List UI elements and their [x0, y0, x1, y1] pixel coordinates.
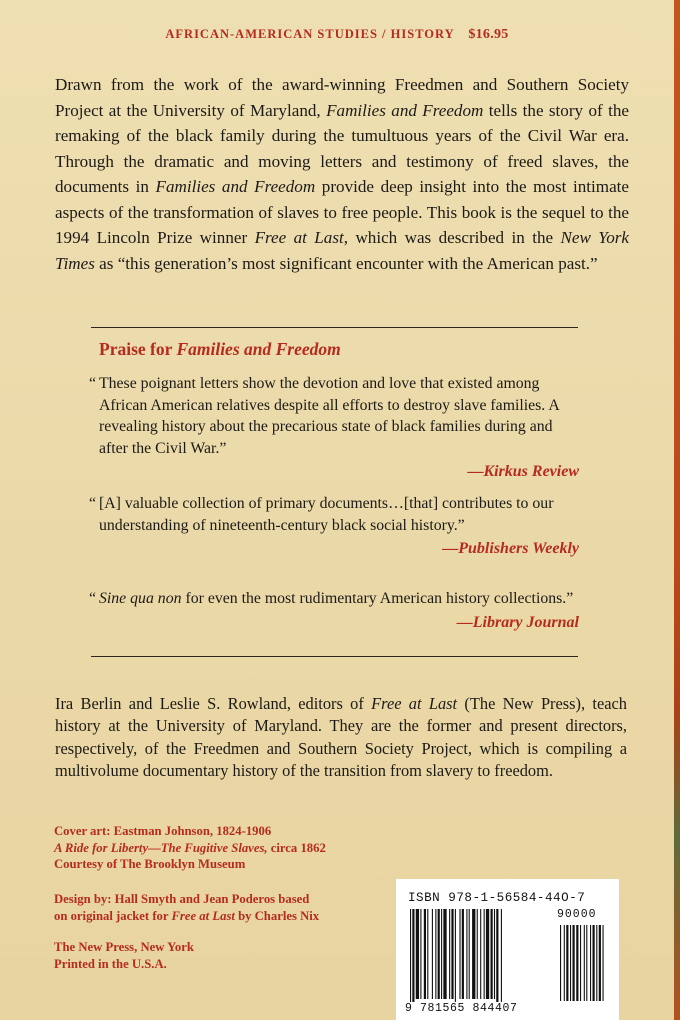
book-title: Families and Freedom: [326, 100, 484, 120]
summary-text: Drawn from the work of the award-winning Freedmen and Southern Society Project at the University of Maryland,: [55, 75, 629, 120]
barcode-bar: [455, 909, 456, 1005]
barcode-bar: [420, 909, 421, 999]
barcode-bar: [570, 925, 571, 1001]
open-quote-mark: “: [89, 590, 97, 607]
price-addon-digits: 90000: [557, 908, 597, 921]
spine-edge-artwork: [674, 0, 680, 1020]
barcode-bar: [486, 909, 489, 999]
barcode-bar: [424, 909, 426, 999]
barcode-bar: [496, 909, 498, 1005]
barcode-bar: [576, 925, 578, 1001]
isbn-barcode: [396, 879, 619, 1020]
printed-in: Printed in the U.S.A.: [54, 956, 167, 971]
painting-title: A Ride for Liberty—The Fugitive Slaves,: [54, 840, 268, 855]
barcode-bar: [451, 909, 453, 999]
barcode-bar: [416, 909, 419, 999]
review-quote: [89, 588, 579, 633]
category-label: AFRICAN-AMERICAN STUDIES / HISTORY: [165, 27, 455, 41]
barcode-bar: [459, 909, 460, 999]
design-credit: Design by: Hall Smyth and Jean Poderos based on original jacket for Free at Last by Charles Nix: [54, 892, 320, 923]
barcode-bar: [566, 925, 568, 1001]
publisher-credit: [54, 939, 384, 972]
barcode-bar: [593, 925, 595, 1001]
price: $16.95: [468, 27, 509, 42]
open-quote-mark: “: [89, 495, 97, 512]
barcode-bar: [501, 909, 502, 1005]
quote-source: —Kirkus Review: [467, 463, 579, 480]
barcode-bar: [494, 909, 495, 999]
barcode-bar: [484, 909, 485, 999]
book-summary: [55, 72, 629, 276]
barcode-bar: [469, 909, 470, 999]
summary-text: as “this generation’s most significant encounter with the American past.”: [94, 253, 598, 273]
summary-text: provide deep insight into the most intimate aspects of the transformation of slaves to free people. This book is the sequel to the 1994 Lincoln Prize winner: [55, 177, 629, 247]
barcode-bar: [586, 925, 587, 1001]
cover-art-credit: Cover art: Eastman Johnson, 1824-1906 A Ride for Liberty—The Fugitive Slaves, circa 1862 Courtesy of The Brooklyn Museum: [54, 824, 326, 871]
praise-heading: Praise for Families and Freedom: [99, 339, 341, 359]
divider-bottom: [91, 656, 578, 657]
quote-italic: Sine qua non: [99, 590, 182, 607]
category-header: [0, 27, 674, 43]
barcode-bar: [560, 925, 561, 1001]
barcode-bars: [396, 879, 619, 1020]
isbn-number: ISBN 978-1-56584-44O-7: [408, 891, 586, 905]
barcode-bar: [477, 909, 478, 999]
barcode-bar: [573, 925, 575, 1001]
quote-source: —Library Journal: [456, 613, 579, 631]
book-title: Free at Last: [371, 694, 458, 713]
barcode-bar: [410, 909, 411, 1005]
barcode-bar: [590, 925, 591, 1001]
quote-text: [A] valuable collection of primary documents…[that] contributes to our understanding of nineteenth-century black social history.”: [99, 495, 554, 534]
barcode-bar: [443, 909, 446, 999]
review-quote: [89, 373, 579, 483]
barcode-bar: [480, 909, 481, 999]
barcode-bar: [435, 909, 436, 999]
publisher-name: The New Press, New York: [54, 940, 194, 954]
barcode-bar: [427, 909, 428, 999]
barcode-bar: [564, 925, 565, 1001]
open-quote-mark: “: [89, 375, 97, 392]
barcode-bar: [462, 909, 464, 999]
barcode-bar: [584, 925, 585, 1001]
barcode-bar: [580, 925, 581, 1001]
barcode-bar: [432, 909, 433, 999]
barcode-bar: [596, 925, 597, 1001]
summary-text: , which was described in the: [343, 228, 561, 247]
barcode-bar: [603, 925, 604, 1001]
summary-text: tells the story of the remaking of the black family during the tumultuous years of the Civil War era. Through the dramatic and moving letters and testimony of freed slaves, the documents in: [55, 100, 629, 196]
review-quote: [89, 493, 579, 560]
barcode-bar: [449, 909, 450, 999]
newspaper-title: New York Times: [55, 228, 629, 273]
barcode-bar: [441, 909, 442, 999]
prior-book-title: Free at Last: [254, 228, 344, 247]
barcode-bar: [491, 909, 493, 999]
barcode-bar: [472, 909, 475, 999]
divider-top: [91, 327, 578, 328]
barcode-bar: [412, 909, 414, 1005]
barcode-bar: [466, 909, 467, 999]
barcode-bar: [438, 909, 440, 999]
editors-bio: Ira Berlin and Leslie S. Rowland, editors of Free at Last (The New Press), teach history at the University of Maryland. They are the former and present directors, respectively, of the Freedmen and Southern Society Project, which is compiling a multivolume documentary history of the transition from slavery to freedom.: [55, 694, 627, 781]
book-title: Families and Freedom: [155, 177, 316, 196]
quote-text: These poignant letters show the devotion and love that existed among African American relatives despite all efforts to destroy slave families. A revealing history about the precarious state of black families during and after the Civil War.”: [99, 375, 559, 457]
quote-text: for even the most rudimentary American history collections.”: [181, 590, 574, 607]
barcode-bar: [599, 925, 601, 1001]
ean-digits: 9 781565 844407: [405, 1002, 518, 1015]
quote-source: —Publishers Weekly: [442, 540, 579, 557]
